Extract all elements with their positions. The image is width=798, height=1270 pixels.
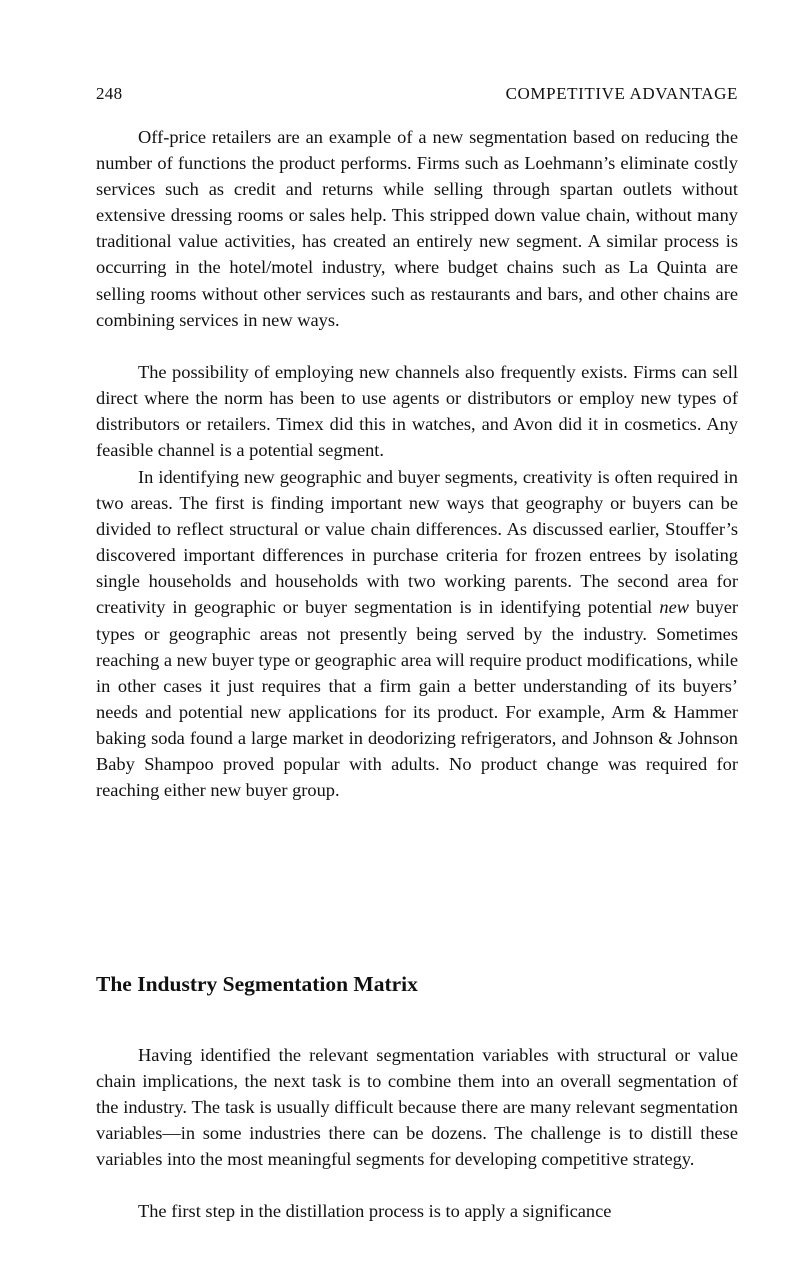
running-header (96, 84, 738, 110)
paragraph-segmentation-variables: Having identified the relevant segmentation variables with structural or value chain implications, the next task is to combine them into an overall segmentation of the industry. The task is usually difficult because there are many relevant segmentation variables—in some industries there can be dozens. The challenge is to distill these variables into the most meaningful segments for developing competitive strategy. (96, 1045, 738, 1170)
paragraph-new-channels: The possibility of employing new channels also frequently exists. Firms can sell direct where the norm has been to use agents or distributors or employ new types of distributors or retailers. Timex did this in watches, and Avon did it in cosmetics. Any feasible channel is a potential segment. (96, 362, 738, 461)
paragraph-text-part: buyer types or geographic areas not presently being served by the industry. Sometimes reaching a new buyer type or geographic area will require product modifications, while in other cases it just requires that a firm gain a better understanding of its buyers’ needs and potential new applications for its product. For example, Arm & Hammer baking soda found a large market in deodorizing refrigerators, and Johnson & Johnson Baby Shampoo proved popular with adults. No product change was required for reaching either new buyer group. (96, 597, 738, 801)
paragraph-text-part: In identifying new geographic and buyer segments, creativity is often required in two areas. The first is finding important new ways that geography or buyers can be divided to reflect structural or value chain differences. As discussed earlier, Stouffer’s discovered important differences in purchase criteria for frozen entrees by isolating single households and households with two working parents. The second area for creativity in geographic or buyer segmentation is in identifying potential (96, 467, 738, 618)
paragraph-off-price-retailers: Off-price retailers are an example of a new segmentation based on reducing the number of functions the product performs. Firms such as Loehmann’s eliminate costly services such as credit and returns while selling through spartan outlets without extensive dressing rooms or sales help. This stripped down value chain, without many traditional value activities, has created an entirely new segment. A similar process is occurring in the hotel/motel industry, where budget chains such as La Quinta are selling rooms without other services such as restaurants and bars, and other chains are combining services in new ways. (96, 127, 738, 330)
page-number: 248 (96, 84, 123, 103)
paragraph-geographic-buyer-segments (96, 464, 738, 803)
section-heading: The Industry Segmentation Matrix (96, 972, 418, 996)
running-title: COMPETITIVE ADVANTAGE (505, 84, 738, 103)
paragraph-distillation-step: The first step in the distillation process is to apply a significance (138, 1201, 612, 1221)
emphasized-word: new (659, 597, 689, 618)
